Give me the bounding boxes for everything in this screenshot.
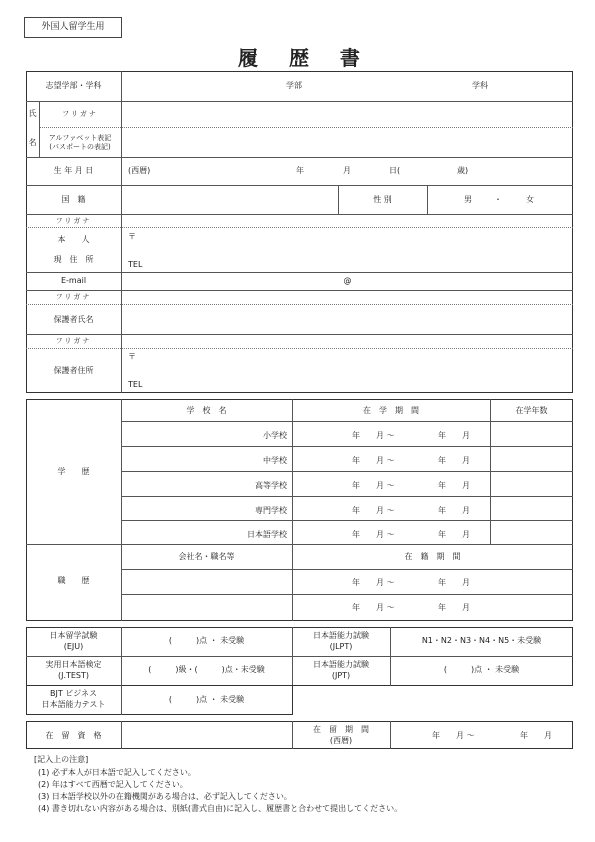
name-alphabet-field[interactable] xyxy=(122,128,572,156)
education-school-name-field[interactable] xyxy=(122,473,242,495)
residence-period-label-2: (西暦) xyxy=(329,736,353,745)
education-col-period: 在 学 期 間 xyxy=(363,406,419,415)
education-school-type: 小学校 xyxy=(263,431,287,440)
birth-month: 月 xyxy=(343,166,351,175)
education-period-to[interactable]: 年 月 xyxy=(438,431,470,440)
education-label: 学 歴 xyxy=(57,467,90,476)
alphabet-label-1: アルファベット表記 xyxy=(48,134,112,142)
jlpt-label-1: 日本語能力試験 xyxy=(313,631,369,640)
education-col-grade: 在学年数 xyxy=(515,406,548,415)
education-school-type: 中学校 xyxy=(263,456,287,465)
birth-year: 年 xyxy=(296,166,304,175)
note-item: (2) 年はすべて西暦で記入してください。 xyxy=(38,780,188,789)
work-col-company: 会社名・職名等 xyxy=(178,552,235,561)
education-years-field[interactable] xyxy=(491,522,572,544)
jpt-label-2: (JPT) xyxy=(331,671,351,680)
postal-mark: 〒 xyxy=(128,232,136,241)
email-at: @ xyxy=(343,276,352,285)
education-period-to[interactable]: 年 月 xyxy=(438,506,470,515)
education-school-name-field[interactable] xyxy=(122,498,242,520)
eju-label-1: 日本留学試験 xyxy=(49,631,98,640)
bjt-value[interactable]: ( )点 ・ 未受験 xyxy=(168,695,245,704)
birth-label: 生 年 月 日 xyxy=(53,166,94,175)
education-period-from[interactable]: 年 月 〜 xyxy=(352,481,395,490)
name-kana-field[interactable] xyxy=(122,102,572,126)
residence-status-field[interactable] xyxy=(122,722,291,748)
education-school-type: 日本語学校 xyxy=(247,530,287,539)
education-school-name-field[interactable] xyxy=(122,423,242,445)
note-item: (4) 書き切れない内容がある場合は、別紙(書式自由)に記入し、履歴書と合わせて提出してください。 xyxy=(38,804,403,813)
name-label-2: 名 xyxy=(28,138,37,147)
work-company-field[interactable] xyxy=(122,570,291,593)
education-period-to[interactable]: 年 月 xyxy=(438,481,470,490)
address-kana-label: フリガナ xyxy=(55,217,92,225)
guardian-address-field[interactable] xyxy=(122,349,572,392)
desired-faculty-field[interactable] xyxy=(122,72,572,100)
work-period-from[interactable]: 年 月 〜 xyxy=(352,603,395,612)
birth-day: 日( xyxy=(389,166,401,175)
work-period-to[interactable]: 年 月 xyxy=(438,578,470,587)
education-period-from[interactable]: 年 月 〜 xyxy=(352,530,395,539)
jpt-value[interactable]: ( )点 ・ 未受験 xyxy=(443,665,520,674)
guardian-kana-field[interactable] xyxy=(122,291,572,303)
education-school-type: 専門学校 xyxy=(255,506,287,515)
bjt-label-1: BJT ビジネス xyxy=(49,689,98,698)
email-field[interactable] xyxy=(122,273,572,289)
education-school-name-field[interactable] xyxy=(122,522,242,544)
alphabet-label-2: (パスポートの表記) xyxy=(49,143,111,151)
education-years-field[interactable] xyxy=(491,498,572,520)
jlpt-value[interactable]: N1・N2・N3・N4・N5・未受験 xyxy=(421,636,542,645)
address-label-2: 現 住 所 xyxy=(53,255,94,264)
notes-heading: [記入上の注意] xyxy=(34,755,89,764)
tel-label: TEL xyxy=(128,260,143,269)
guardian-address-label: 保護者住所 xyxy=(53,366,94,375)
guardian-tel-label: TEL xyxy=(128,380,143,389)
guardian-address-kana-label: フリガナ xyxy=(55,337,92,345)
education-years-field[interactable] xyxy=(491,448,572,470)
education-period-from[interactable]: 年 月 〜 xyxy=(352,431,395,440)
work-company-field[interactable] xyxy=(122,595,291,618)
eju-value[interactable]: ( )点 ・ 未受験 xyxy=(168,636,245,645)
name-kana-label: フリガナ xyxy=(62,110,98,118)
nationality-field[interactable] xyxy=(122,186,337,213)
address-field[interactable] xyxy=(122,228,572,271)
residence-period-to[interactable]: 年 月 xyxy=(520,731,552,740)
jlpt-label-2: (JLPT) xyxy=(329,642,353,651)
education-period-from[interactable]: 年 月 〜 xyxy=(352,506,395,515)
work-label: 職 歴 xyxy=(57,576,90,585)
work-col-period: 在 籍 期 間 xyxy=(404,552,461,561)
education-period-from[interactable]: 年 月 〜 xyxy=(352,456,395,465)
gender-label: 性 別 xyxy=(373,195,392,204)
birth-date-field[interactable] xyxy=(122,158,572,184)
department-suffix: 学科 xyxy=(472,81,488,90)
education-col-school: 学 校 名 xyxy=(186,406,227,415)
jtest-value[interactable]: ( )級・( )点・未受験 xyxy=(148,665,265,674)
guardian-name-label: 保護者氏名 xyxy=(53,315,94,324)
name-label-1: 氏 xyxy=(28,109,37,118)
jtest-label-2: (J.TEST) xyxy=(57,671,90,680)
email-label: E-mail xyxy=(60,276,87,285)
desired-faculty-label: 志望学部・学科 xyxy=(45,81,102,90)
bjt-label-2: 日本語能力テスト xyxy=(41,700,106,709)
birth-age: 歳) xyxy=(457,166,469,175)
work-period-from[interactable]: 年 月 〜 xyxy=(352,578,395,587)
jpt-label-1: 日本語能力試験 xyxy=(313,660,369,669)
education-years-field[interactable] xyxy=(491,423,572,445)
education-school-name-field[interactable] xyxy=(122,448,242,470)
address-kana-field[interactable] xyxy=(122,215,572,226)
guardian-postal-mark: 〒 xyxy=(128,352,136,361)
eju-label-2: (EJU) xyxy=(63,642,84,651)
guardian-kana-label: フリガナ xyxy=(55,293,92,301)
education-years-field[interactable] xyxy=(491,473,572,495)
nationality-label: 国 籍 xyxy=(61,195,86,204)
residence-status-label: 在 留 資 格 xyxy=(45,731,102,740)
faculty-suffix: 学部 xyxy=(286,81,302,90)
jtest-label-1: 実用日本語検定 xyxy=(45,660,102,669)
residence-period-from[interactable]: 年 月 〜 xyxy=(432,731,475,740)
address-label-1: 本 人 xyxy=(57,235,90,244)
note-item: (3) 日本語学校以外の在籍機関がある場合は、必ず記入してください。 xyxy=(38,792,292,801)
birth-era: (西暦) xyxy=(128,166,151,175)
note-item: (1) 必ず本人が日本語で記入してください。 xyxy=(38,768,196,777)
badge-text: 外国人留学生用 xyxy=(41,22,105,32)
gender-female[interactable]: 女 xyxy=(526,195,534,204)
gender-separator: ・ xyxy=(494,195,502,204)
gender-male[interactable]: 男 xyxy=(464,195,472,204)
education-period-to[interactable]: 年 月 xyxy=(438,530,470,539)
education-school-type: 高等学校 xyxy=(255,481,287,490)
residence-period-label-1: 在 留 期 間 xyxy=(313,725,369,734)
page-title: 履 歴 書 xyxy=(238,46,372,70)
guardian-address-kana-field[interactable] xyxy=(122,335,572,347)
guardian-name-field[interactable] xyxy=(122,305,572,333)
education-period-to[interactable]: 年 月 xyxy=(438,456,470,465)
work-period-to[interactable]: 年 月 xyxy=(438,603,470,612)
